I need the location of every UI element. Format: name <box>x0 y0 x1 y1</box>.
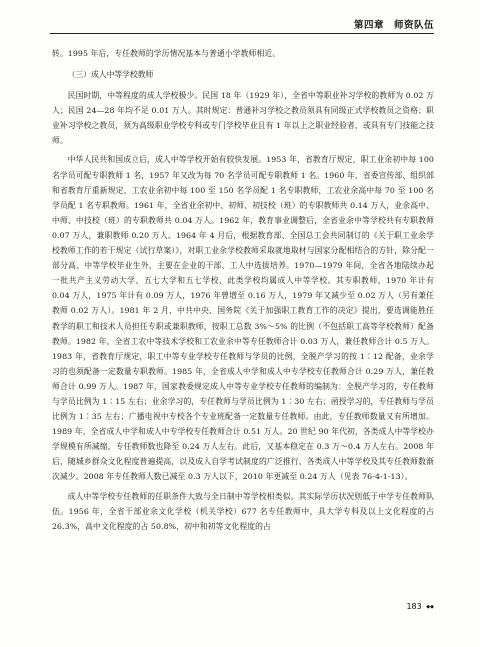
running-header <box>0 0 480 42</box>
page-body <box>52 46 434 534</box>
section-heading: （三）成人中等学校教师 <box>67 70 154 80</box>
paragraph-continuation: 转。1995 年后，专任教师的学历情况基本与普通小学教师相近。 <box>52 49 281 58</box>
paragraph-qualifications: 成人中等学校专任教师的任职条件大致与全日制中等学校相类似。其实际学历状况则低于中学专任教师队伍。1956 年，全省干部业余文化学校（机关学校）677 名专任教师中，具大学专科及以上文化程度的占 26.3%，高中文化程度的占 50.8%，初中和初等文化程度的占 <box>52 491 434 531</box>
header-rule <box>50 33 434 34</box>
paragraph-prc-era: 中华人民共和国成立后，成人中等学校开始有较快发展。1953 年，省教育厅规定，职工业余初中每 100 名学员可配专职教师 1 名，1957 年又改为每 70 名学员可配专职教师 1 名。1960 年，省委宣传部、组织部和省教育厅重新规定，工农业余初中每 100 至 150 名学员配 1 名专职教师，工农业余高中每 70 至 100 名学员配 1 名专职教师。1961 年，全省业余初中、初师、初技校（班）的专职教师共 0.14 万人，业余高中、中师、中技校（班）的专职教师共 0.04 万人。1962 年，教育事业调整后，全省业余中等学校共有专职教师 0.07 万人，兼职教师 0.20 万人。1964 年 4 月后，根据教育部、全国总工会共同制订的《关于职工业余学校教师工作的若干规定（试行草案）》，对职工业余学校教师采取就地取材与国家分配相结合的方针，除分配一部分高、中等学校毕业生外，主要在企业的干部、工人中选拔培养。1970—1979 年间，全省各地陆续办起一批共产主义劳动大学、五七大学和五七学校，此类学校均属成人中等学校。其专职教师，1970 年计有 0.04 万人，1975 年计有 0.09 万人，1976 年曾增至 0.16 万人，1979 年又减少至 0.02 万人（另有兼任教师 0.02 万人）。1981 年 2 月，中共中央、国务院《关于加强职工教育工作的决定》提出，要选调能胜任教学的职工和技术人员担任专职或兼职教师，按职工总数 3%～5% 的比例（不包括职工高等学校教师）配备教师。1982 年，全省工农中等技术学校和工农业余中等专任教师合计 0.03 万人，兼任教师合计 0.5 万人。1983 年，省教育厅规定，职工中等专业学校专任教师与学员的比例，全脱产学习的按 1∶12 配备，业余学习的也须配备一定数量专职教师。1985 年，全省成人中学和成人中专学校专任教师合计 0.29 万人，兼任教师合计 0.99 万人。1987 年，国家教委规定成人中等专业学校专任教师的编制为：全脱产学习的，专任教师与学员比例为 1∶15 左右；业余学习的，专任教师与学员比例为 1∶30 左右；函授学习的，专任教师与学员比例为 1∶35 左右；广播电视中专校各个专业班配备一定数量专任教师。由此，专任教师数量又有所增加。1989 年，全省成人中学和成人中专学校专任教师合计 0.51 万人。20 世纪 90 年代初，各类成人中等学校办学规模有所减缩，专任教师数也降至 0.24 万人左右。此后，又基本稳定在 0.3 万～0.4 万人左右。2008 年后，随城乡群众文化程度普遍提高，以及成人自学考试制度的广泛推行，各类成人中等学校及其专任教师数渐次减少。2008 年专任教师人数已减至 0.3 万人以下，2010 年更减至 0.24 万人（见表 76-4-1-13）。 <box>52 155 434 482</box>
page-mark: ◆◆ <box>426 603 434 610</box>
page-number-value: 183 <box>406 602 422 611</box>
paragraph-republic-era: 民国时期，中等程度的成人学校极少。民国 18 年（1929 年），全省中等职业补习学校的教师为 0.02 万人；民国 24—28 年均不足 0.01 万人。其时规定：普通补习学校之教员须具有同级正式学校教员之资格；职业补习学校之教员，须为高级职业学校专科或专门学校毕业且有 1 年以上之职业经验者，或具有专门技能之技师。 <box>52 91 434 146</box>
page-number <box>406 602 434 611</box>
chapter-title: 第四章 师资队伍 <box>353 20 434 31</box>
